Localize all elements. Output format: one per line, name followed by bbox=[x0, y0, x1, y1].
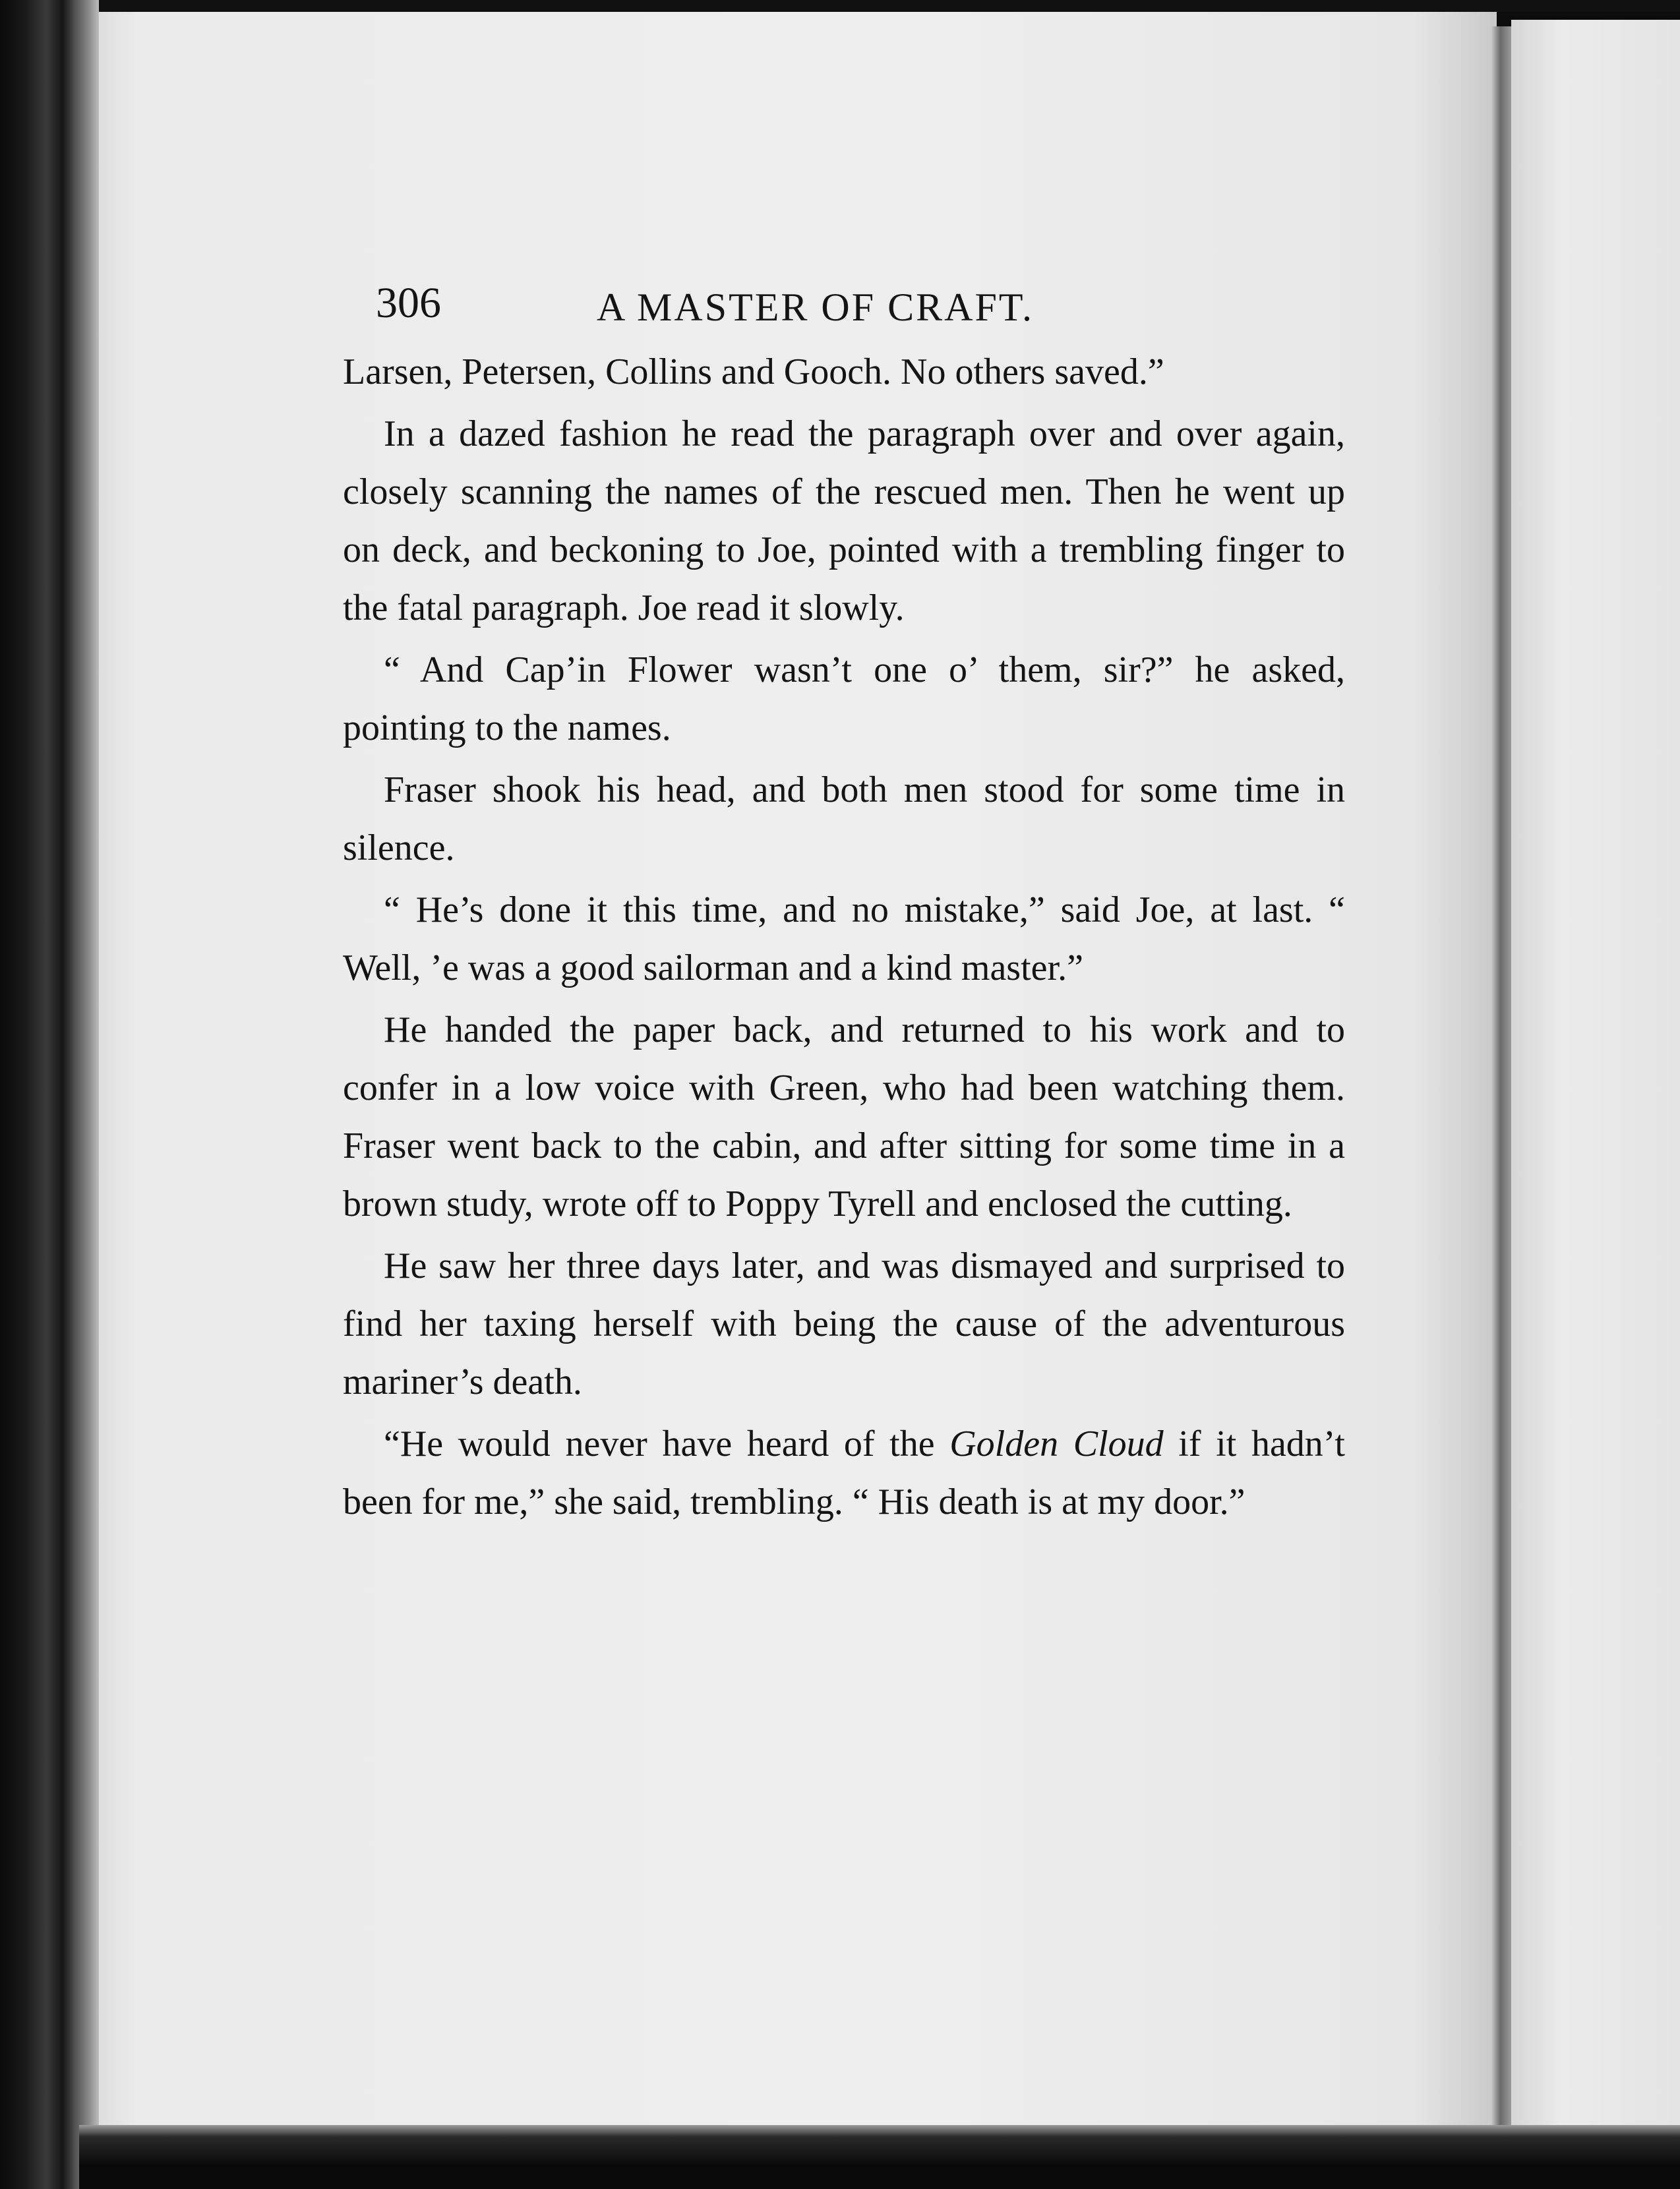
bottom-edge-shadow bbox=[79, 2125, 1680, 2189]
next-page-edge bbox=[1511, 20, 1680, 2149]
gutter-fold bbox=[1491, 26, 1511, 2136]
page-number: 306 bbox=[376, 279, 441, 327]
paragraph: He saw her three days later, and was dismayed and surprised to find her taxing herself with being the cause of the adventurous mariner’s death. bbox=[343, 1245, 1345, 1402]
paragraph: Fraser shook his head, and both men stood for some time in silence. bbox=[343, 769, 1345, 868]
paragraph: In a dazed fashion he read the paragraph over and over again, closely scanning the names of the rescued men. Then he went up on deck, and beckoning to Joe, pointed with a trembling finger to the fatal paragraph. Joe read it slowly. bbox=[343, 413, 1345, 628]
text-run: if it hadn’t been for me,” she said, trembling. “ His death is at my door.” bbox=[343, 1424, 1345, 1522]
top-edge-shadow bbox=[99, 0, 1680, 12]
running-head bbox=[343, 264, 1345, 343]
ship-name: Golden Cloud bbox=[949, 1424, 1164, 1464]
running-title: A MASTER OF CRAFT. bbox=[597, 285, 1035, 329]
text-block bbox=[343, 264, 1345, 1535]
paragraph: He handed the paper back, and returned to his work and to confer in a low voice with Green, who had been watching them. Fraser went back to the cabin, and after sitting for some time in a brown study, wrote off to Poppy Tyrell and enclosed the cutting. bbox=[343, 1009, 1345, 1224]
paragraph: Larsen, Petersen, Collins and Gooch. No others saved.” bbox=[343, 351, 1164, 392]
paragraph: “ And Cap’in Flower wasn’t one o’ them, sir?” he asked, pointing to the names. bbox=[343, 649, 1345, 748]
paragraph: “ He’s done it this time, and no mistake,” said Joe, at last. “ Well, ’e was a good sailorman and a kind master.” bbox=[343, 889, 1345, 988]
book-spine bbox=[0, 0, 99, 2189]
paragraph-final bbox=[343, 1415, 1345, 1531]
text-run: “He would never have heard of the bbox=[384, 1424, 950, 1464]
